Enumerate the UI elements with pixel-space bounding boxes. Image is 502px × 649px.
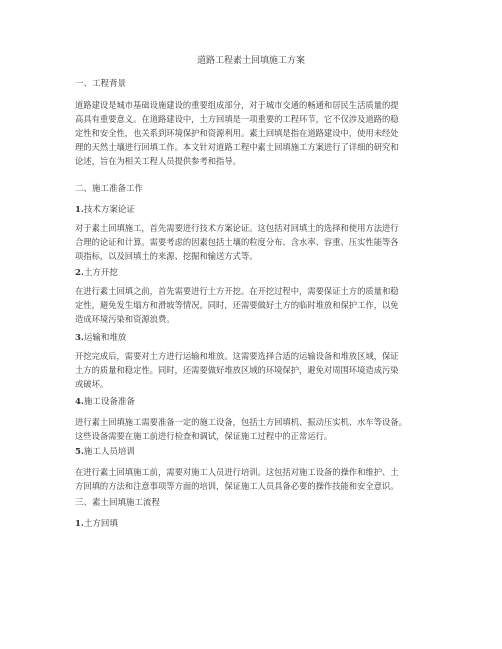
subsection-title: 土方开挖 xyxy=(83,268,118,278)
paragraph-line: 理的天然土壤进行回填工作。本文针对道路工程中素土回填施工方案进行了详细的研究和 xyxy=(75,142,399,152)
paragraph-line: 道路建设是城市基础设施建设的重要组成部分，对于城市交通的畅通和居民生活质量的提 xyxy=(75,100,399,110)
section-heading-process: 三、素土回填施工流程 xyxy=(75,498,161,508)
subsection-number: 1. xyxy=(75,519,84,529)
subsection-title: 技术方案论证 xyxy=(83,205,135,215)
paragraph-line: 定性和安全性，也关系到环境保护和资源利用。素土回填是指在道路建设中，使用未经处 xyxy=(75,128,399,138)
subsection-number: 1. xyxy=(75,205,84,215)
subsection-heading xyxy=(75,204,135,216)
paragraph-line: 进行素土回填施工需要准备一定的施工设备，包括土方回填机、振动压实机、水车等设备。 xyxy=(75,417,407,427)
paragraph-line: 开挖完成后，需要对土方进行运输和堆放。这需要选择合适的运输设备和堆放区域，保证 xyxy=(75,351,399,361)
subsection-paragraph xyxy=(75,465,435,493)
subsection-heading xyxy=(75,332,126,344)
paragraph-line: 项指标，以及回填土的来源、挖掘和输送方式等。 xyxy=(75,251,258,261)
subsection-heading xyxy=(75,446,135,458)
subsection-title: 土方回填 xyxy=(83,519,118,529)
subsection-paragraph xyxy=(75,221,435,263)
paragraph-line: 方回填的方法和注意事项等方面的培训，保证施工人员具备必要的操作技能和安全意识。 xyxy=(75,481,399,491)
subsection-title: 运输和堆放 xyxy=(83,333,127,343)
paragraph-line: 这些设备需要在施工前进行检查和调试，保证施工过程中的正常运行。 xyxy=(75,431,333,441)
subsection-number: 5. xyxy=(75,447,84,457)
paragraph-line: 造成环境污染和资源浪费。 xyxy=(75,314,175,324)
subsection-number: 2. xyxy=(75,268,84,278)
subsection-title: 施工设备准备 xyxy=(83,397,135,407)
paragraph-line: 对于素土回填施工，首先需要进行技术方案论证。这包括对回填土的选择和使用方法进行 xyxy=(75,223,399,233)
paragraph-line: 论述，旨在为相关工程人员提供参考和指导。 xyxy=(75,156,241,166)
subsection-paragraph xyxy=(75,349,435,391)
background-paragraph xyxy=(75,98,435,168)
subsection-heading xyxy=(75,267,118,279)
paragraph-line: 土方的质量和稳定性。同时，还需要做好堆放区域的环境保护，避免对周围环境造成污染 xyxy=(75,365,399,375)
paragraph-line: 在进行素土回填之前，首先需要进行土方开挖。在开挖过程中，需要保证土方的质量和稳 xyxy=(75,286,399,296)
paragraph-line: 定性，避免发生塌方和滑坡等情况。同时，还需要做好土方的临时堆放和保护工作，以免 xyxy=(75,300,399,310)
subsection-heading xyxy=(75,518,118,530)
paragraph-line: 或破坏。 xyxy=(75,379,109,389)
subsection-paragraph xyxy=(75,415,435,443)
paragraph-line: 在进行素土回填施工前，需要对施工人员进行培训。这包括对施工设备的操作和维护、土 xyxy=(75,467,399,477)
paragraph-line: 高具有重要意义。在道路建设中，土方回填是一项重要的工程环节，它不仅涉及道路的稳 xyxy=(75,114,399,124)
paragraph-line: 合理的论证和计算。需要考虑的因素包括土壤的粒度分布、含水率、容重、压实性能等各 xyxy=(75,237,399,247)
subsection-number: 4. xyxy=(75,397,84,407)
subsection-paragraph xyxy=(75,284,435,326)
subsection-title: 施工人员培训 xyxy=(83,447,135,457)
document-title: 道路工程素土回填施工方案 xyxy=(196,56,305,66)
subsection-number: 3. xyxy=(75,333,84,343)
section-heading-preparation: 二、施工准备工作 xyxy=(75,184,144,194)
section-heading-background: 一、工程背景 xyxy=(75,79,127,89)
subsection-heading xyxy=(75,396,135,408)
